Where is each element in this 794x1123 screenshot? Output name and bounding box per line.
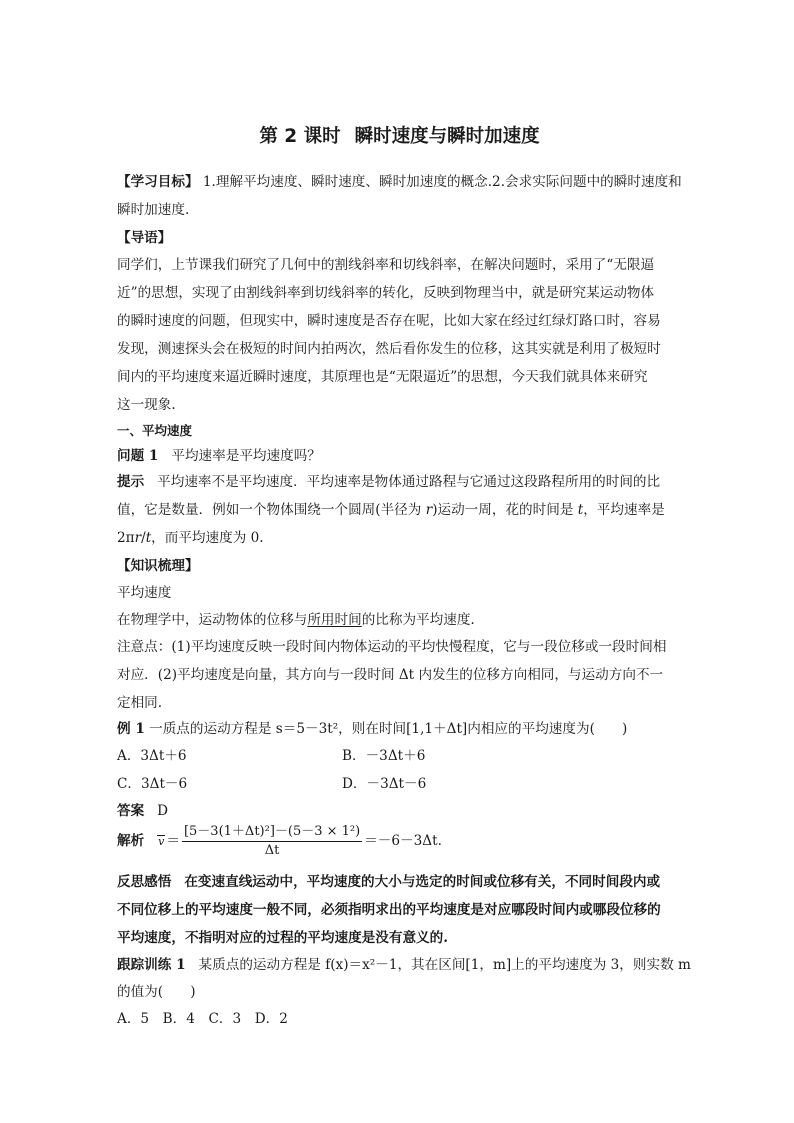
- reflection-text-1: 在变速直线运动中，平均速度的大小与选定的时间或位移有关，不同时间段内或: [184, 874, 661, 890]
- hint-slash: /: [141, 530, 146, 546]
- hint-text-1: 平均速率不是平均速度．平均速率是物体通过路程与它通过这段路程所用的时间的比: [157, 474, 661, 490]
- example-1-stem: [117, 719, 682, 739]
- intro-line-3: 的瞬时速度的问题，但现实中，瞬时速度是否存在呢，比如大家在经过红绿灯路口时，容易: [117, 313, 661, 329]
- option-c: C．3Δt－6: [117, 776, 188, 792]
- definition-text-a: 在物理学中，运动物体的位移与: [117, 612, 308, 628]
- question-1-text: 平均速率是平均速度吗？: [171, 448, 321, 464]
- hint-text-3b: ，而平均速度为 0.: [151, 530, 264, 546]
- fraction-numerator: [5－3(1＋Δt)²]－(5－3 × 1²): [182, 824, 362, 842]
- intro-tag: 【导语】: [117, 230, 172, 246]
- page-title: [117, 122, 682, 148]
- example-1-options-row-1: [117, 746, 682, 766]
- hint-var-t2: t: [145, 530, 152, 546]
- reflection-label: 反思感悟: [117, 874, 172, 890]
- hint-line-1: [117, 472, 682, 492]
- title-lesson-number: 第 2 课时: [259, 126, 341, 147]
- option-d: D．－3Δt－6: [342, 776, 427, 792]
- hint-line-2: [117, 500, 682, 520]
- example-1-label: 例 1: [117, 721, 145, 737]
- objectives-line-1: [117, 172, 682, 192]
- question-1: [117, 446, 682, 466]
- definition-text-b: 的比称为平均速度.: [361, 612, 475, 628]
- notes-line-3: 定相同.: [117, 695, 163, 711]
- hint-var-r2: r: [134, 530, 142, 546]
- objectives-line-2: 瞬时加速度.: [117, 202, 190, 218]
- hint-var-r: r: [425, 502, 433, 518]
- hint-var-t: t: [577, 502, 584, 518]
- hint-text-3a: 2π: [117, 530, 135, 546]
- intro-line-4: 发现，测速探头会在极短的时间内拍两次，然后看你发生的位移，这其实就是利用了极短时: [117, 341, 661, 357]
- hint-text-2b: )运动一周，花的时间是: [432, 502, 578, 518]
- practice-1-text-1: 某质点的运动方程是 f(x)＝x²－1，其在区间[1，m]上的平均速度为 3，则实数 m: [198, 957, 691, 973]
- section-heading-average-velocity: 一、平均速度: [117, 423, 193, 438]
- knowledge-tag: 【知识梳理】: [117, 558, 199, 574]
- reflection-line-2: 不同位移上的平均速度一般不同，必须指明求出的平均速度是对应哪段时间内或哪段位移的: [117, 902, 661, 918]
- practice-1-line-1: [117, 955, 691, 975]
- example-1-answer: [117, 801, 682, 821]
- example-1-solution: 解析 v ＝ $\frac{\text{[5－3(1＋Δt)²]－(5－3 × 1²)}}{\Delta t}$ ＝－6－3Δt.: [117, 824, 442, 858]
- objectives-text-1: 1.理解平均速度、瞬时速度、瞬时加速度的概念.2.会求实际问题中的瞬时速度和: [198, 174, 682, 190]
- intro-line-6: 这一现象.: [117, 397, 176, 413]
- hint-label: 提示: [117, 474, 145, 490]
- definition-underlined: 所用时间: [307, 612, 362, 628]
- notes-line-1: 注意点：(1)平均速度反映一段时间内物体运动的平均快慢程度，它与一段位移或一段时间相: [117, 639, 667, 655]
- solution-label: 解析: [117, 833, 145, 849]
- avg-velocity-heading: 平均速度: [117, 585, 172, 601]
- average-velocity-symbol: v: [158, 835, 165, 848]
- example-1-options-row-2: [117, 774, 682, 794]
- option-b: B．－3Δt＋6: [342, 748, 426, 764]
- definition-line: [117, 610, 682, 630]
- hint-text-2a: 值，它是数量．例如一个物体围绕一个圆周(半径为: [117, 502, 426, 518]
- intro-line-5: 间内的平均速度来逼近瞬时速度，其原理也是“无限逼近”的思想，今天我们就具体来研究: [117, 369, 648, 385]
- solution-result: ＝－6－3Δt.: [364, 833, 442, 849]
- notes-line-2: 对应．(2)平均速度是向量，其方向与一段时间 Δt 内发生的位移方向相同，与运动方向不一: [117, 667, 664, 683]
- option-a: A．3Δt＋6: [117, 748, 187, 764]
- reflection-line-3: 平均速度，不指明对应的过程的平均速度是没有意义的.: [117, 930, 448, 946]
- practice-1-options: A．5 B．4 C．3 D．2: [117, 1011, 288, 1027]
- hint-text-2c: ，平均速率是: [583, 502, 665, 518]
- objectives-tag: 【学习目标】: [117, 174, 199, 190]
- example-1-text: 一质点的运动方程是 s＝5－3t²，则在时间[1,1＋Δt]内相应的平均速度为( ): [144, 721, 628, 737]
- title-topic: 瞬时速度与瞬时加速度: [354, 126, 540, 147]
- reflection-line-1: [117, 872, 682, 892]
- intro-line-2: 近”的思想，实现了由割线斜率到切线斜率的转化，反映到物理当中，就是研究某运动物体: [117, 285, 655, 301]
- answer-value: D: [157, 803, 169, 819]
- fraction-denominator: Δt: [264, 843, 280, 858]
- question-1-label: 问题 1: [117, 448, 159, 464]
- answer-label: 答案: [117, 803, 145, 819]
- practice-1-line-2: 的值为( ): [117, 984, 196, 1000]
- solution-fraction: [182, 824, 362, 859]
- hint-line-3: [117, 528, 682, 548]
- intro-line-1: 同学们，上节课我们研究了几何中的割线斜率和切线斜率，在解决问题时，采用了“无限逼: [117, 257, 655, 273]
- practice-1-label: 跟踪训练 1: [117, 957, 186, 973]
